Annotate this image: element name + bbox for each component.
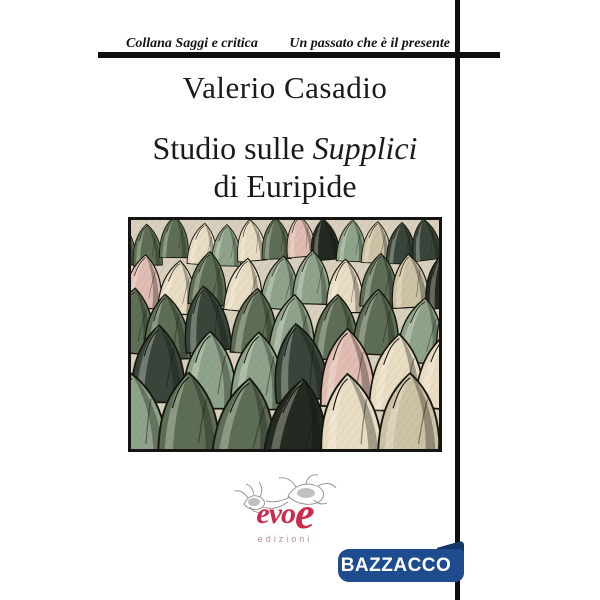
logo-evo-text: evo (256, 497, 296, 530)
cover-artwork (128, 217, 442, 452)
bazzacco-badge (338, 549, 464, 582)
spine-rule-vertical (455, 0, 460, 600)
series-header (126, 33, 450, 52)
publisher-logo (128, 474, 442, 544)
series-motto-label: Un passato che è il presente (289, 36, 450, 51)
title-line-2: di Euripide (213, 168, 357, 204)
author-name: Valerio Casadio (182, 70, 388, 105)
logo-big-e-text: e (295, 489, 314, 538)
book-title (128, 129, 442, 205)
bazzacco-badge-label: BAZZACCO (340, 554, 452, 576)
series-name-label: Collana Saggi e critica (126, 36, 258, 51)
cover-artwork-svg (131, 220, 439, 449)
bazzacco-badge-main (338, 549, 464, 582)
logo-script-text (128, 489, 442, 538)
series-rule-horizontal (98, 52, 500, 58)
title-italic-word: Supplici (312, 130, 418, 166)
logo-edizioni-label: edizioni (257, 534, 313, 544)
title-line-1: Studio sulle Supplici (152, 130, 418, 166)
